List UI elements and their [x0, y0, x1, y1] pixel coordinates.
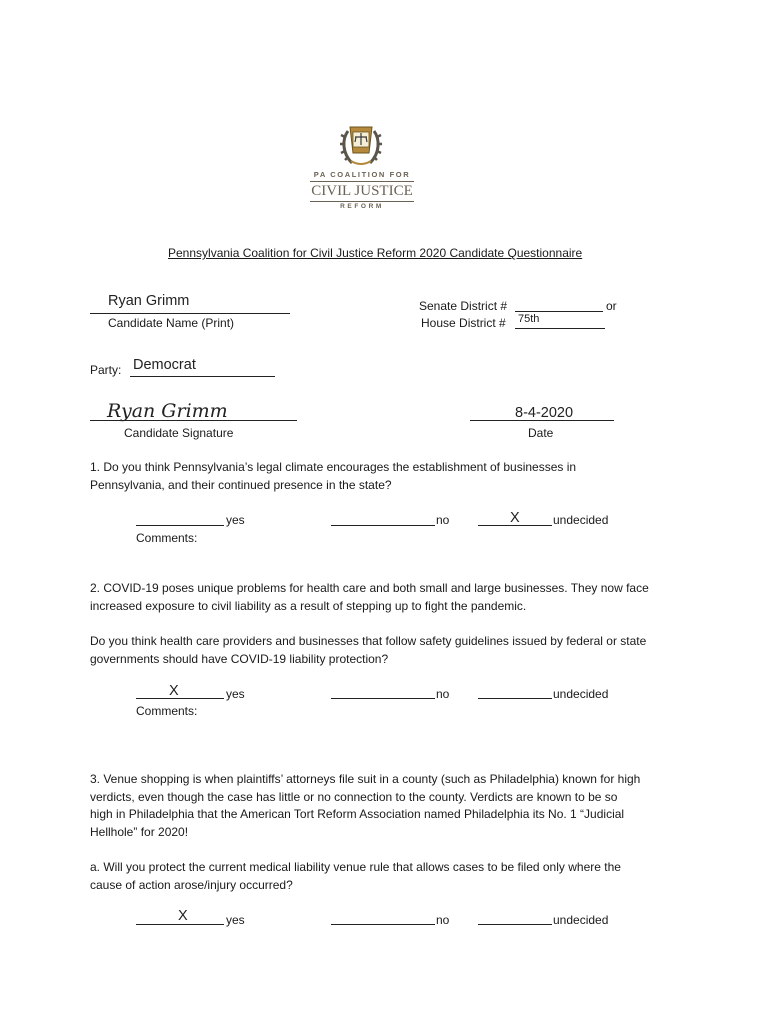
signature-label: Candidate Signature — [124, 426, 234, 440]
q2-comments-label: Comments: — [136, 704, 198, 718]
question-2 — [90, 580, 690, 615]
senate-or-text: or — [606, 299, 617, 313]
question-3 — [90, 771, 690, 841]
q3a-no-label: no — [436, 913, 450, 927]
senate-district-label: Senate District # — [419, 299, 508, 313]
candidate-name-label: Candidate Name (Print) — [108, 316, 235, 330]
q2-yes-line[interactable] — [136, 698, 224, 699]
question-2-line-2: increased exposure to civil liability as a result of stepping up to fight the pandemic. — [90, 598, 527, 613]
question-1-line-2: Pennsylvania, and their continued presence in the state? — [90, 477, 392, 492]
question-3a-line-2: cause of action arose/injury occurred? — [90, 877, 293, 892]
senate-district-line[interactable] — [515, 311, 603, 312]
question-1 — [90, 459, 690, 494]
q2-undecided-line[interactable] — [478, 698, 552, 699]
question-3a-line-1: a. Will you protect the current medical liability venue rule that allows cases to be filed only where the — [90, 860, 621, 874]
q2-no-line[interactable] — [331, 698, 435, 699]
date-value[interactable]: 8-4-2020 — [515, 405, 574, 421]
q2-yes-mark: X — [169, 683, 179, 699]
candidate-signature[interactable]: Ryan Grimm — [107, 400, 228, 422]
question-2-line-1: 2. COVID-19 poses unique problems for health care and both small and large businesses. They now face — [90, 581, 649, 595]
q3a-yes-label: yes — [226, 913, 245, 927]
party-line — [130, 376, 275, 377]
q3a-yes-mark: X — [178, 908, 188, 924]
q2-undecided-label: undecided — [553, 687, 609, 701]
date-label: Date — [528, 426, 554, 440]
question-3-line-4: Hellhole” for 2020! — [90, 824, 189, 839]
house-district-label: House District # — [421, 316, 506, 330]
question-3-line-1: 3. Venue shopping is when plaintiffs’ attorneys file suit in a county (such as Philadelphia) known for high — [90, 772, 641, 786]
question-3-line-3: high in Philadelphia that the American Tort Reform Association named Philadelphia its No. 1 “Judicial — [90, 807, 625, 821]
question-1-line-1: 1. Do you think Pennsylvania’s legal climate encourages the establishment of businesses in — [90, 460, 577, 474]
page-title: Pennsylvania Coalition for Civil Justice Reform 2020 Candidate Questionnaire — [168, 246, 583, 260]
logo-rule-bottom — [310, 201, 414, 202]
question-2-line-4: governments should have COVID-19 liability protection? — [90, 651, 389, 666]
party-value[interactable]: Democrat — [133, 357, 196, 373]
q1-yes-label: yes — [226, 513, 245, 527]
q2-yes-label: yes — [226, 687, 245, 701]
house-district-line — [515, 328, 605, 329]
logo-line-1: PA COALITION FOR — [313, 170, 411, 179]
question-2-prompt — [90, 633, 690, 668]
logo-line-3: REFORM — [340, 203, 384, 210]
q1-undecided-label: undecided — [553, 513, 609, 527]
q3a-no-line[interactable] — [331, 924, 435, 925]
keystone-seal-icon — [339, 123, 383, 169]
candidate-name-value[interactable]: Ryan Grimm — [108, 293, 190, 309]
house-district-value[interactable]: 75th — [518, 313, 540, 325]
q1-undecided-mark: X — [510, 510, 520, 526]
question-2-line-3: Do you think health care providers and businesses that follow safety guidelines issued by federal or state — [90, 634, 647, 648]
q1-no-label: no — [436, 513, 450, 527]
q3a-undecided-line[interactable] — [478, 924, 552, 925]
logo-line-2: CIVIL JUSTICE — [311, 183, 413, 199]
question-3a — [90, 859, 690, 894]
q1-no-line[interactable] — [331, 525, 435, 526]
q1-yes-line[interactable] — [136, 525, 224, 526]
party-label: Party: — [90, 363, 122, 377]
q3a-undecided-label: undecided — [553, 913, 609, 927]
q1-comments-label: Comments: — [136, 531, 198, 545]
candidate-name-line — [90, 313, 290, 314]
question-3-line-2: verdicts, even though the case has little or no connection to the county. Verdicts are known to be so — [90, 789, 618, 804]
q3a-yes-line[interactable] — [136, 924, 224, 925]
q2-no-label: no — [436, 687, 450, 701]
